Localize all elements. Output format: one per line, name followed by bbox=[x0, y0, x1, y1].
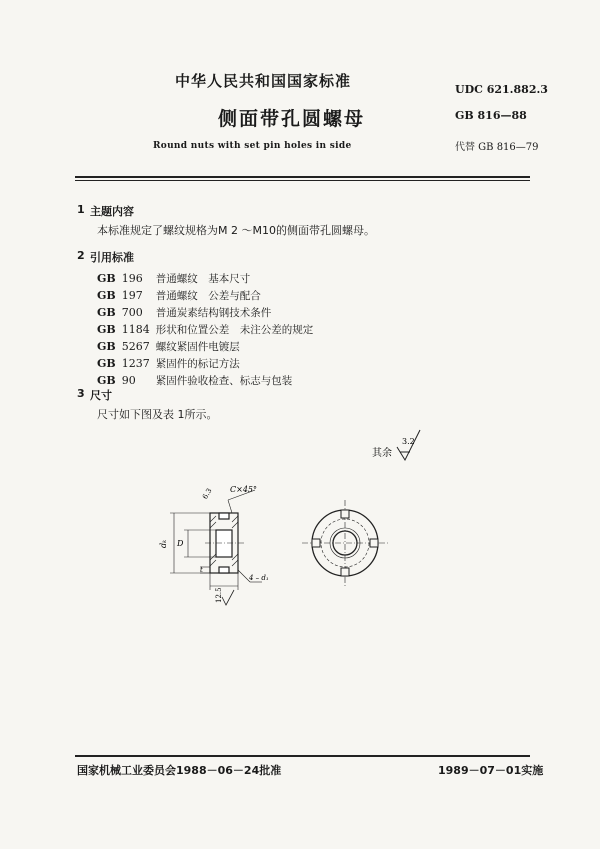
section-1-text: 本标准规定了螺纹规格为M 2 ～M10的侧面带孔圆螺母。 bbox=[97, 224, 375, 237]
roughness-left: 12.5 bbox=[215, 587, 223, 603]
ref-code: GB bbox=[97, 289, 116, 302]
section-3-text: 尺寸如下图及表 1所示。 bbox=[97, 408, 218, 421]
ref-number: 5267 bbox=[121, 340, 150, 353]
ref-number: 700 bbox=[121, 306, 143, 319]
ref-code: GB bbox=[97, 374, 116, 387]
section-1-title: 主题内容 bbox=[90, 205, 134, 218]
roughness-small-symbol bbox=[222, 590, 234, 605]
section-3-number: 3 bbox=[77, 387, 85, 400]
replaces-note: 代替 GB 816—79 bbox=[455, 142, 539, 153]
standard-number: GB 816—88 bbox=[455, 109, 527, 122]
chamfer-label: C×45° bbox=[230, 485, 258, 494]
ref-number: 90 bbox=[121, 374, 136, 387]
ref-number: 1184 bbox=[121, 323, 150, 336]
front-view bbox=[302, 500, 388, 586]
approval-date: 国家机械工业委员会1988－06－24批准 bbox=[77, 764, 282, 777]
roughness-top: 6.3 bbox=[201, 486, 214, 501]
ref-number: 196 bbox=[121, 272, 143, 285]
udc-code: UDC 621.882.3 bbox=[455, 83, 548, 96]
ref-name: 普通螺纹 公差与配合 bbox=[155, 290, 261, 302]
ref-name: 紧固件的标记方法 bbox=[155, 358, 240, 370]
ref-code: GB bbox=[97, 323, 116, 336]
roughness-value: 3.2 bbox=[402, 437, 415, 446]
issuing-body: 中华人民共和国国家标准 bbox=[175, 72, 352, 90]
ref-number: 197 bbox=[121, 289, 143, 302]
ref-code: GB bbox=[97, 340, 116, 353]
holes-label: 4 – d₁ bbox=[249, 574, 269, 582]
ref-number: 1237 bbox=[121, 357, 150, 370]
dim-d: D bbox=[177, 539, 184, 548]
ref-name: 形状和位置公差 未注公差的规定 bbox=[155, 324, 314, 336]
dim-t: t bbox=[200, 566, 203, 574]
ref-name: 普通螺纹 基本尺寸 bbox=[155, 273, 251, 285]
ref-name: 紧固件验收检查、标志与包装 bbox=[155, 375, 293, 387]
ref-name: 螺纹紧固件电镀层 bbox=[155, 341, 240, 353]
section-2-title: 引用标准 bbox=[90, 251, 134, 264]
document-title: 侧面带孔圆螺母 bbox=[218, 108, 366, 130]
ref-code: GB bbox=[97, 357, 116, 370]
dim-dk: dₖ bbox=[159, 539, 168, 548]
section-1-number: 1 bbox=[77, 203, 85, 216]
ref-code: GB bbox=[97, 306, 116, 319]
ref-name: 普通炭素结构钢技术条件 bbox=[155, 307, 272, 319]
effective-date: 1989－07－01实施 bbox=[438, 764, 544, 777]
ref-code: GB bbox=[97, 272, 116, 285]
remaining-label: 其余 bbox=[372, 448, 392, 459]
footer-rule bbox=[75, 755, 530, 757]
section-2-number: 2 bbox=[77, 249, 85, 262]
section-3-title: 尺寸 bbox=[90, 389, 112, 402]
english-title: Round nuts with set pin holes in side bbox=[153, 141, 352, 151]
